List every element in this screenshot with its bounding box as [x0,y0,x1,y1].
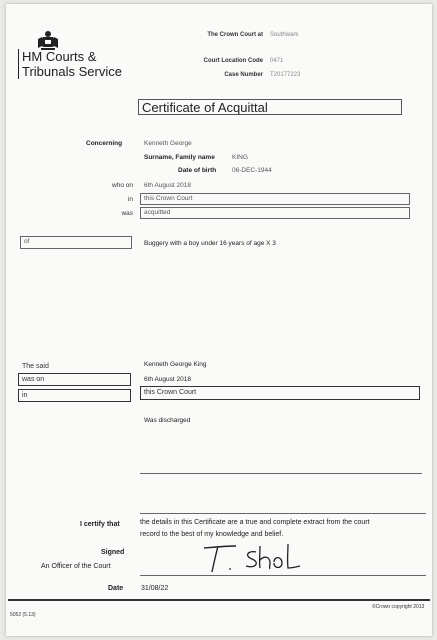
was-on-value: 6th August 2018 [144,376,191,383]
crown-court-label: The Crown Court at [207,32,263,38]
surname-label: Surname, Family name [144,154,215,161]
case-number-label: Case Number [224,72,263,78]
surname-value: KING [232,154,248,161]
said-in-field: this Crown Court [140,386,420,400]
result-text: Was discharged [144,417,191,424]
copyright: ©Crown copyright 2013 [372,604,425,610]
signature-line [140,575,426,576]
who-on-label: who on [112,182,133,189]
certificate-title: Certificate of Acquittal [138,99,402,115]
signed-label: Signed [101,549,125,556]
was-label: was [121,210,133,217]
certify-label: I certify that [80,521,120,528]
in-label: in [127,196,133,203]
concerning-label: Concerning [86,140,123,147]
was-on-label-box: was on [18,373,131,386]
was-field: acquitted [140,207,410,219]
said-value: Kenneth George King [144,361,207,368]
dob-label: Date of birth [178,167,217,174]
of-label-box: of [20,236,132,249]
in-field: this Crown Court [140,193,410,205]
location-code-value: 0471 [270,58,284,64]
offence-value: Buggery with a boy under 16 years of age X 3 [144,240,276,247]
org-name-line2: Tribunals Service [22,64,122,79]
who-on-value: 6th August 2018 [144,182,191,189]
dob-value: 06-DEC-1944 [232,167,272,174]
certify-text-line2: record to the best of my knowledge and belief. [140,531,284,538]
org-logo-text [18,49,122,79]
org-name-line1: HM Courts & [22,49,97,64]
footer-rule [8,599,430,601]
handwritten-signature [196,538,326,576]
form-code: 5052 (5.13) [10,612,36,618]
date-value: 31/08/22 [141,585,169,592]
case-number-value: T20177223 [270,72,301,78]
concerning-value: Kenneth George [144,140,192,147]
certify-text-line1: the details in this Certificate are a true and complete extract from the court [140,519,370,526]
crown-court-value: Southwark [270,32,299,38]
blank-line-1 [140,473,422,474]
blank-line-2 [140,513,426,514]
officer-label: An Officer of the Court [41,563,111,570]
date-label: Date [108,585,124,592]
said-in-label-box: in [18,389,131,402]
location-code-label: Court Location Code [203,58,263,64]
said-label: The said [22,363,49,370]
